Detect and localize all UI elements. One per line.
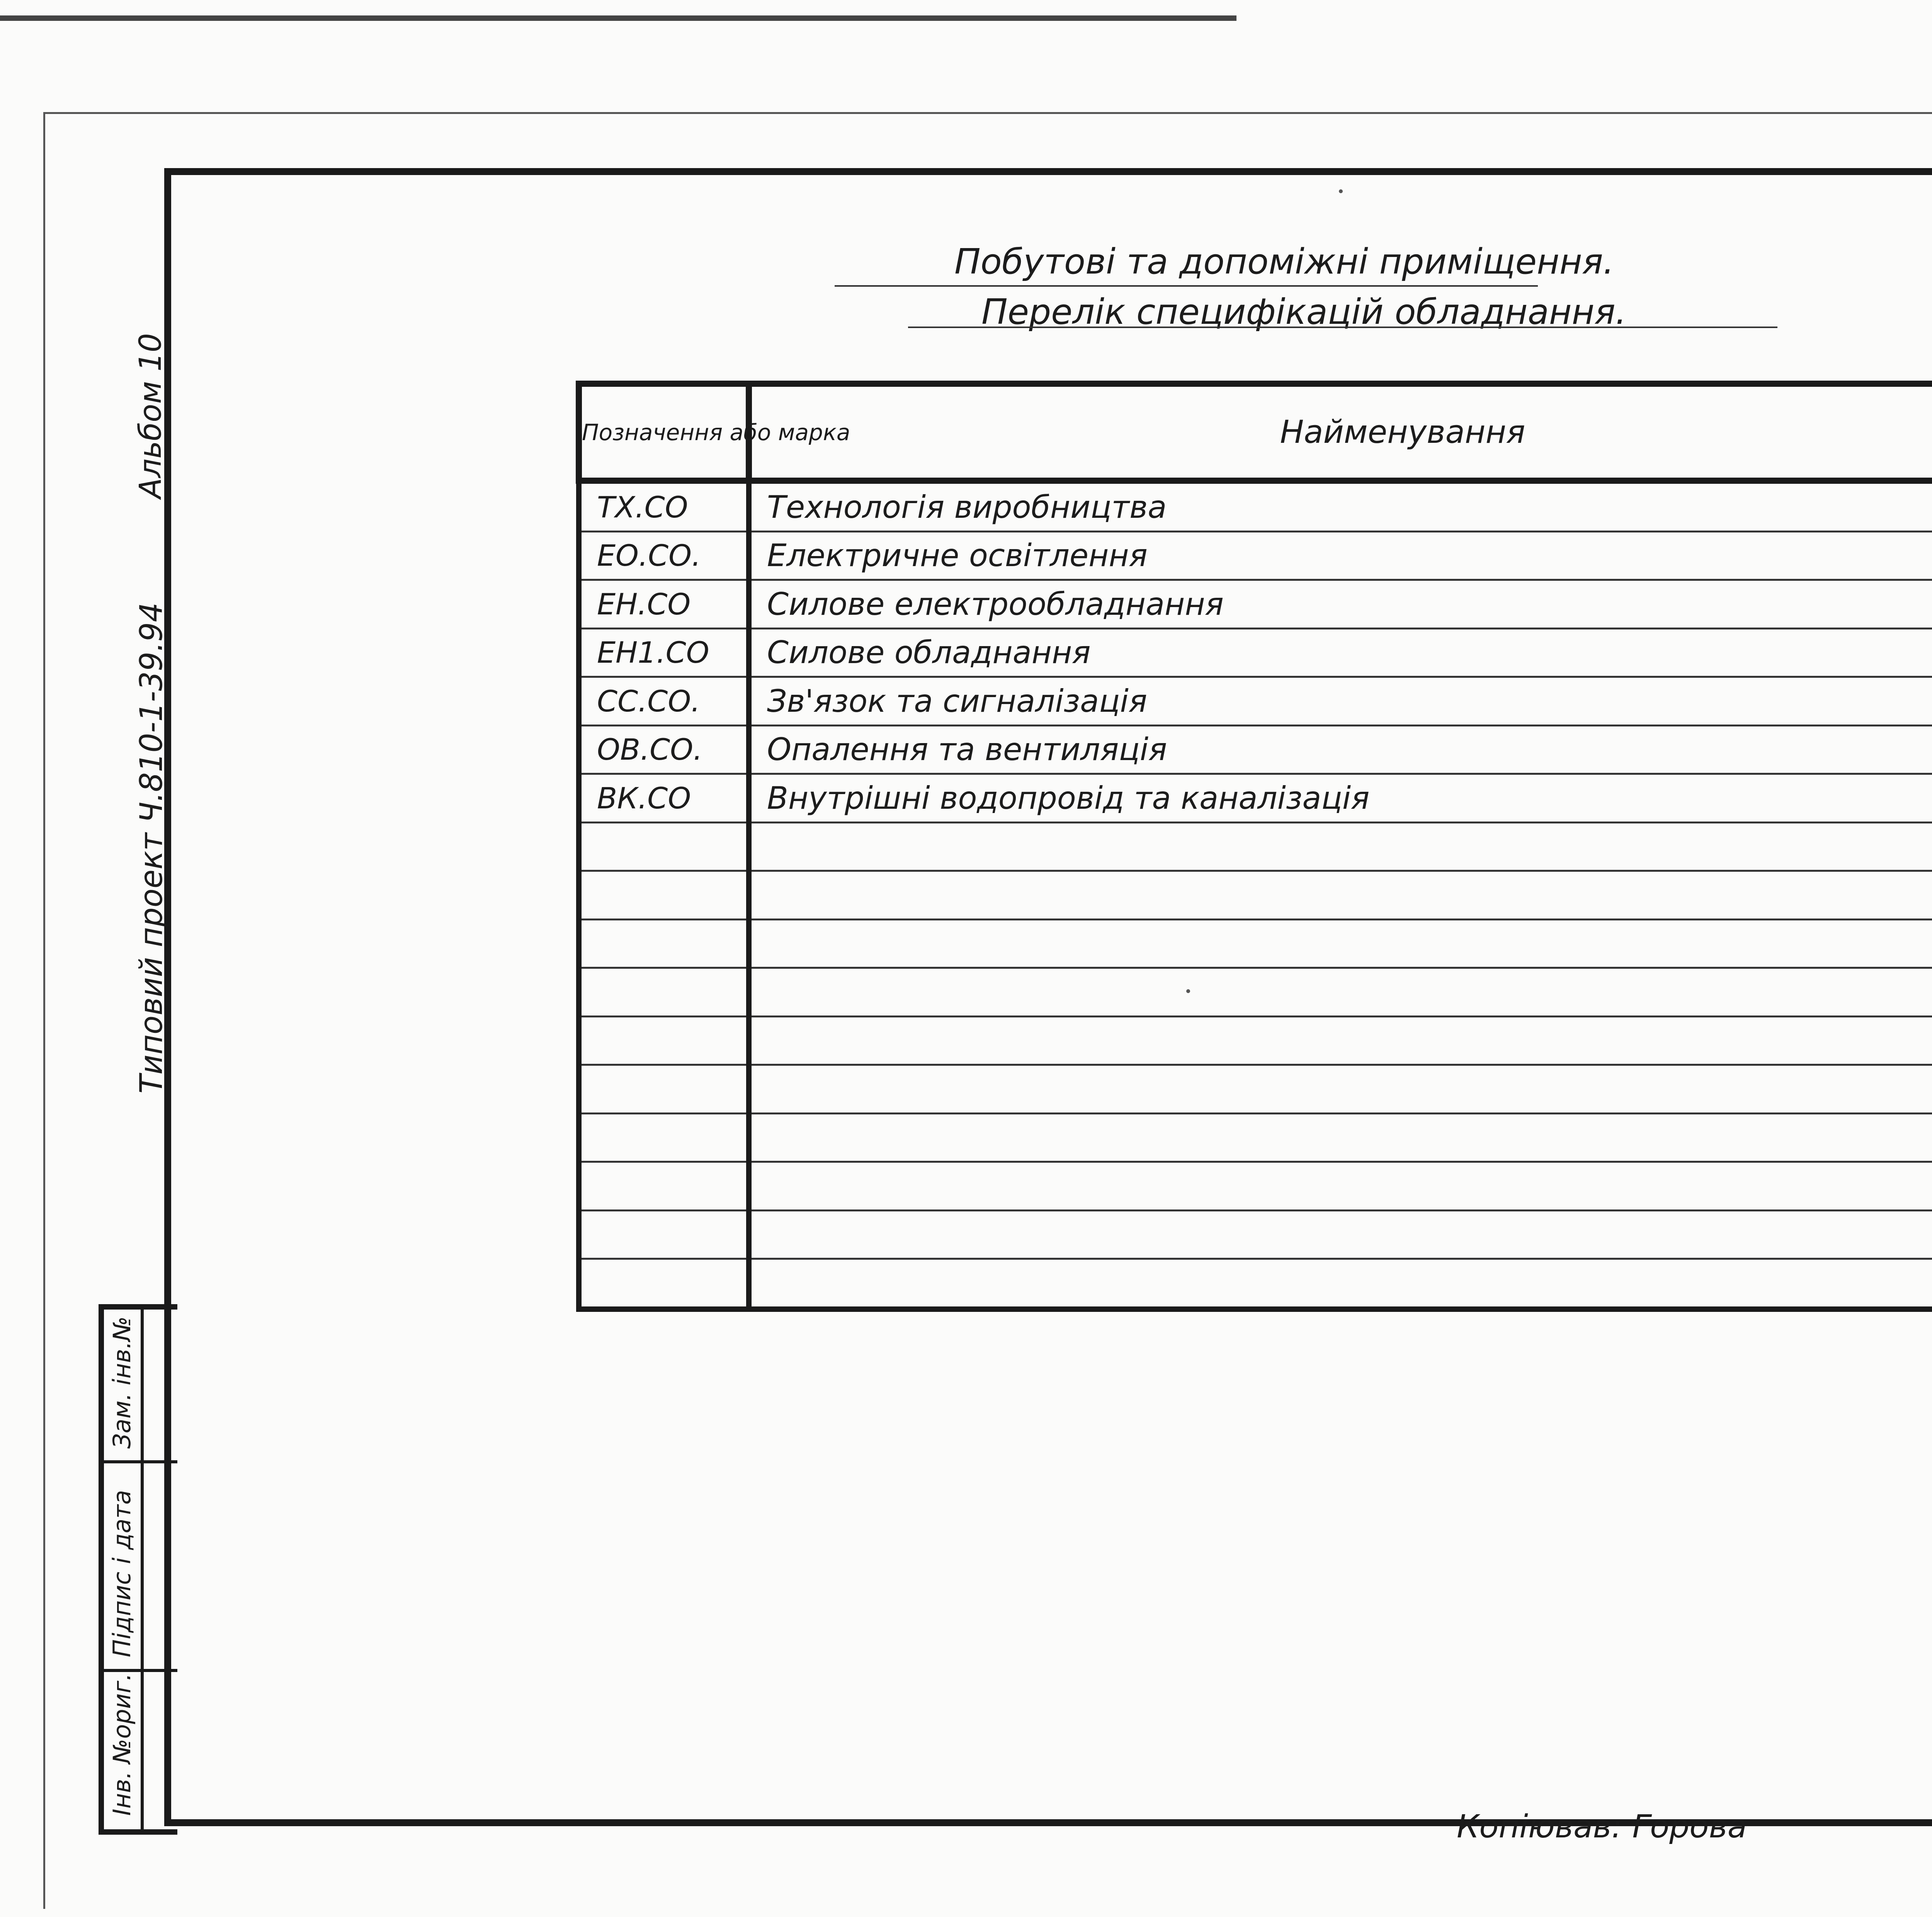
empty-cell [579,919,749,968]
empty-cell [749,1065,1932,1114]
scan-edge-line [0,15,1236,21]
title-underline-2 [908,327,1777,328]
empty-table-row [579,1210,1932,1259]
title-line-2: Перелік специфікацій обладнання. [981,292,1627,332]
table-header-row [579,384,1932,481]
copied-by: Копіював: Горова [1457,1808,1747,1845]
row-name: Силове обладнання [749,628,1932,677]
empty-cell [749,871,1932,920]
album-label: Альбом 10 [133,333,168,498]
empty-cell [749,822,1932,871]
stamp-inv-original: Інв. №ориг. [108,1673,136,1816]
empty-cell [579,1016,749,1065]
scan-speck [1186,989,1190,993]
header-name: Найменування [749,384,1932,481]
approval-stamp [99,1304,177,1835]
table-body [579,481,1932,1309]
table-row [579,628,1932,677]
specification-table [576,381,1932,1312]
title-underline-1 [835,285,1538,287]
stamp-row-divider [104,1669,177,1672]
stamp-row-divider [104,1460,177,1463]
table-row [579,677,1932,726]
table-row [579,481,1932,531]
row-code: ВК.СО [579,774,749,823]
empty-cell [579,1065,749,1114]
empty-cell [749,1016,1932,1065]
empty-cell [749,919,1932,968]
empty-cell [749,1259,1932,1309]
table-row [579,774,1932,823]
empty-cell [579,1259,749,1309]
empty-cell [749,968,1932,1017]
project-label: Типовий проект Ч.810-1-39.94 [133,602,169,1094]
empty-table-row [579,871,1932,920]
empty-table-row [579,1113,1932,1162]
stamp-signature-date: Підпис і дата [108,1490,136,1657]
empty-cell [579,822,749,871]
empty-table-row [579,919,1932,968]
row-name: Зв'язок та сигналізація [749,677,1932,726]
empty-table-row [579,822,1932,871]
empty-table-row [579,968,1932,1017]
empty-cell [579,1210,749,1259]
empty-table-row [579,1016,1932,1065]
row-code: ОВ.СО. [579,725,749,774]
scan-speck [1339,189,1343,193]
row-code: ЕО.СО. [579,531,749,580]
stamp-column-divider [141,1310,144,1829]
empty-cell [749,1162,1932,1211]
empty-cell [749,1113,1932,1162]
empty-cell [749,1210,1932,1259]
empty-cell [579,968,749,1017]
empty-cell [579,1113,749,1162]
row-code: СС.СО. [579,677,749,726]
row-name: Електричне освітлення [749,531,1932,580]
empty-cell [579,871,749,920]
table-row [579,531,1932,580]
row-name: Силове електрообладнання [749,580,1932,629]
empty-cell [579,1162,749,1211]
stamp-replaced-inv: Зам. інв.№ [108,1316,136,1449]
row-code: ТХ.СО [579,481,749,531]
row-code: ЕН1.СО [579,628,749,677]
row-name: Внутрішні водопровід та каналізація [749,774,1932,823]
row-code: ЕН.СО [579,580,749,629]
empty-table-row [579,1162,1932,1211]
empty-table-row [579,1259,1932,1309]
header-code: Позначення або марка [579,384,749,481]
row-name: Технологія виробництва [749,481,1932,531]
row-name: Опалення та вентиляція [749,725,1932,774]
title-line-1: Побутові та допоміжні приміщення. [954,242,1614,282]
empty-table-row [579,1065,1932,1114]
table-row [579,725,1932,774]
table-row [579,580,1932,629]
